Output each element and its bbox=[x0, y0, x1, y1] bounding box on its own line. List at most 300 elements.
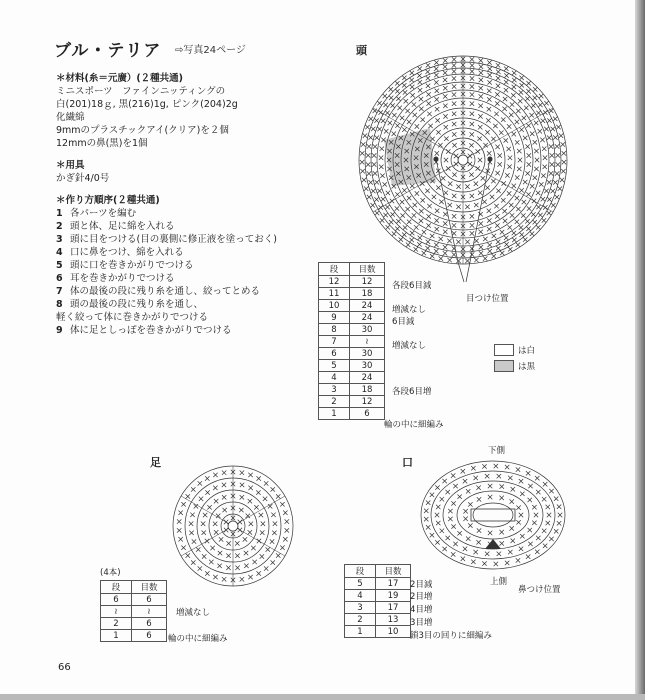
stitch-mark bbox=[432, 195, 436, 199]
stitch-mark bbox=[558, 186, 562, 190]
step-text: 口に鼻をつけ、綿を入れる bbox=[70, 247, 184, 258]
pattern-title: ブル・テリア bbox=[54, 41, 162, 61]
stitch-mark bbox=[479, 94, 483, 98]
legend-black-swatch bbox=[494, 360, 514, 372]
stitch-mark bbox=[504, 67, 508, 71]
table-row bbox=[319, 324, 385, 336]
row-number: 2 bbox=[345, 614, 376, 626]
table-row bbox=[345, 626, 411, 638]
stitch-mark bbox=[512, 132, 516, 136]
stitch-mark bbox=[271, 487, 275, 491]
stitch-mark bbox=[508, 550, 512, 554]
stitch-mark bbox=[248, 473, 252, 477]
stitch-mark bbox=[492, 254, 496, 258]
stitch-mark bbox=[283, 511, 287, 515]
stitch-mark bbox=[177, 528, 181, 532]
stitch-mark bbox=[226, 566, 230, 570]
stitch-mark bbox=[511, 487, 515, 491]
stitch-mark bbox=[222, 495, 226, 499]
stitch-mark bbox=[222, 577, 226, 581]
table-row bbox=[345, 614, 411, 626]
stitch-mark bbox=[418, 80, 422, 84]
stitch-mark bbox=[389, 220, 393, 224]
stitch-mark bbox=[405, 207, 409, 211]
stitch-mark bbox=[367, 171, 371, 175]
stitch-mark bbox=[434, 60, 438, 64]
stitch-mark bbox=[559, 133, 563, 137]
step-text: 体に足としっぽを巻きかがりでつける bbox=[70, 325, 232, 336]
stitch-mark bbox=[529, 113, 533, 117]
stitch-mark bbox=[360, 169, 364, 173]
stitch-mark bbox=[491, 137, 495, 141]
stitch-mark bbox=[445, 490, 449, 494]
stitch-mark bbox=[435, 227, 439, 231]
stitch-mark bbox=[474, 182, 478, 186]
stitch-mark bbox=[444, 191, 448, 195]
stitch-mark bbox=[420, 198, 424, 202]
stitch-mark bbox=[452, 57, 456, 61]
stitch-mark bbox=[487, 107, 491, 111]
stitch-mark bbox=[402, 188, 406, 192]
stitch-mark bbox=[414, 247, 418, 251]
stitch-mark bbox=[473, 550, 477, 554]
materials-line: 9mmのプラスチックアイ(クリア)を２個 bbox=[56, 125, 229, 136]
stitch-mark bbox=[422, 251, 426, 255]
stitch-mark bbox=[434, 67, 438, 71]
stitch-mark bbox=[426, 76, 430, 80]
stitch-mark bbox=[218, 551, 222, 555]
stitch-mark bbox=[260, 530, 264, 534]
row-number: 10 bbox=[319, 300, 350, 312]
stitch-count: 24 bbox=[350, 300, 385, 312]
stitch-mark bbox=[536, 205, 540, 209]
stitch-mark bbox=[536, 225, 540, 229]
table-row bbox=[101, 618, 167, 630]
col-header-row: 段 bbox=[345, 565, 376, 578]
stitch-mark bbox=[512, 238, 516, 242]
stitch-mark bbox=[498, 162, 502, 166]
stitch-mark bbox=[251, 546, 255, 550]
stitch-mark bbox=[488, 495, 492, 499]
stitch-mark bbox=[535, 158, 539, 162]
stitch-mark bbox=[396, 96, 400, 100]
step-text: 頭と体、足に綿を入れる bbox=[70, 221, 175, 232]
stitch-mark bbox=[471, 560, 475, 564]
stitch-mark bbox=[470, 102, 474, 106]
stitch-mark bbox=[201, 522, 205, 526]
stitch-mark bbox=[385, 205, 389, 209]
stitch-mark bbox=[549, 537, 553, 541]
table-row bbox=[345, 590, 411, 602]
col-header-row: 段 bbox=[101, 581, 132, 594]
stitch-mark bbox=[252, 560, 256, 564]
stitch-mark bbox=[198, 481, 202, 485]
stitch-mark bbox=[501, 198, 505, 202]
stitch-mark bbox=[542, 218, 546, 222]
stitch-mark bbox=[530, 232, 534, 236]
stitch-mark bbox=[488, 249, 492, 253]
stitch-mark bbox=[425, 246, 429, 250]
mouth-row-table bbox=[344, 564, 411, 638]
table-row bbox=[319, 408, 385, 420]
stitch-mark bbox=[415, 191, 419, 195]
stitch-mark bbox=[463, 479, 467, 483]
stitch-mark bbox=[488, 531, 492, 535]
stitch-mark bbox=[368, 135, 372, 139]
stitch-mark bbox=[452, 84, 456, 88]
stitch-mark bbox=[435, 540, 439, 544]
stitch-mark bbox=[546, 505, 550, 509]
stitch-mark bbox=[400, 200, 404, 204]
stitch-mark bbox=[495, 92, 499, 96]
stitch-mark bbox=[435, 218, 439, 222]
col-header-count: 目数 bbox=[376, 565, 411, 578]
stitch-mark bbox=[392, 132, 396, 136]
stitch-mark bbox=[517, 149, 521, 153]
stitch-mark bbox=[213, 473, 217, 477]
stitch-mark bbox=[516, 505, 520, 509]
eye-position-label: 目つけ位置 bbox=[466, 294, 509, 304]
stitch-mark bbox=[273, 522, 277, 526]
stitch-mark bbox=[417, 242, 421, 246]
stitch-mark bbox=[425, 189, 429, 193]
stitch-mark bbox=[452, 252, 456, 256]
stitch-mark bbox=[424, 509, 428, 513]
row-number: 9 bbox=[319, 312, 350, 324]
stitch-mark bbox=[395, 227, 399, 231]
stitch-mark bbox=[479, 251, 483, 255]
stitch-mark bbox=[405, 109, 409, 113]
stitch-mark bbox=[479, 58, 483, 62]
eye-leader-line bbox=[466, 159, 490, 282]
stitch-mark bbox=[519, 76, 523, 80]
head-note: 増減なし bbox=[392, 305, 427, 315]
stitch-mark bbox=[410, 71, 414, 75]
stitch-mark bbox=[520, 83, 524, 87]
head-note: 各段6目増 bbox=[392, 387, 432, 397]
stitch-mark bbox=[389, 96, 393, 100]
table-row bbox=[319, 300, 385, 312]
stitch-mark bbox=[181, 545, 185, 549]
stitch-mark bbox=[384, 129, 388, 133]
stitch-mark bbox=[395, 206, 399, 210]
stitch-mark bbox=[413, 113, 417, 117]
stitch-mark bbox=[479, 86, 483, 90]
row-number: 1 bbox=[101, 630, 132, 642]
stitch-mark bbox=[372, 162, 376, 166]
stitch-mark bbox=[453, 484, 457, 488]
stitch-mark bbox=[516, 558, 520, 562]
stitch-mark bbox=[426, 525, 430, 529]
stitch-count: 30 bbox=[350, 348, 385, 360]
stitch-mark bbox=[504, 80, 508, 84]
head-row-table bbox=[318, 262, 385, 420]
stitch-mark bbox=[210, 546, 214, 550]
stitch-mark bbox=[452, 214, 456, 218]
stitch-mark bbox=[203, 513, 207, 517]
materials-heading: ＊材料(糸＝元廣）(２種共通) bbox=[56, 73, 184, 84]
stitch-mark bbox=[373, 171, 377, 175]
stitch-mark bbox=[435, 209, 439, 213]
stitch-mark bbox=[494, 464, 498, 468]
stitch-mark bbox=[512, 78, 516, 82]
stitch-mark bbox=[443, 221, 447, 225]
head-note: 各段6目減 bbox=[392, 281, 432, 291]
row-number: 3 bbox=[319, 384, 350, 396]
stitch-mark bbox=[562, 151, 566, 155]
stitch-mark bbox=[532, 521, 536, 525]
stitch-mark bbox=[494, 112, 498, 116]
stitch-mark bbox=[517, 167, 521, 171]
stitch-mark bbox=[527, 162, 531, 166]
stitch-count: 12 bbox=[350, 396, 385, 408]
stitch-mark bbox=[541, 174, 545, 178]
stitch-mark bbox=[452, 173, 456, 177]
stitch-mark bbox=[541, 197, 545, 201]
stitch-mark bbox=[474, 258, 478, 262]
stitch-mark bbox=[410, 85, 414, 89]
stitch-mark bbox=[196, 547, 200, 551]
row-number: 2 bbox=[101, 618, 132, 630]
stitch-mark bbox=[503, 219, 507, 223]
stitch-mark bbox=[217, 564, 221, 568]
stitch-mark bbox=[410, 93, 414, 97]
stitch-mark bbox=[443, 230, 447, 234]
step-number: 2 bbox=[56, 221, 63, 232]
stitch-mark bbox=[507, 164, 511, 168]
stitch-mark bbox=[280, 545, 284, 549]
legend-black-label: は黒 bbox=[518, 362, 536, 372]
stitch-mark bbox=[522, 116, 526, 120]
stitch-mark bbox=[276, 494, 280, 498]
col-header-count: 目数 bbox=[132, 581, 167, 594]
stitch-mark bbox=[523, 237, 527, 241]
stitch-mark bbox=[366, 162, 370, 166]
stitch-mark bbox=[428, 124, 432, 128]
stitch-mark bbox=[556, 162, 560, 166]
stitch-mark bbox=[492, 234, 496, 238]
stitch-mark bbox=[426, 223, 430, 227]
stitch-mark bbox=[222, 471, 226, 475]
stitch-mark bbox=[547, 180, 551, 184]
stitch-mark bbox=[495, 145, 499, 149]
stitch-mark bbox=[536, 191, 540, 195]
foot-label: 足 bbox=[150, 456, 161, 469]
tools-heading: ＊用具 bbox=[56, 160, 85, 171]
stitch-mark bbox=[485, 474, 489, 478]
stitch-mark bbox=[374, 197, 378, 201]
stitch-mark bbox=[266, 547, 270, 551]
stitch-mark bbox=[561, 142, 565, 146]
stitch-mark bbox=[525, 96, 529, 100]
stitch-mark bbox=[511, 93, 515, 97]
stitch-mark bbox=[380, 174, 384, 178]
stitch-mark bbox=[404, 99, 408, 103]
stitch-mark bbox=[487, 209, 491, 213]
stitch-mark bbox=[474, 203, 478, 207]
stitch-mark bbox=[518, 158, 522, 162]
stitch-mark bbox=[479, 78, 483, 82]
stitch-mark bbox=[556, 153, 560, 157]
stitch-mark bbox=[476, 485, 480, 489]
stitch-mark bbox=[499, 131, 503, 135]
stitch-mark bbox=[532, 505, 536, 509]
stitch-mark bbox=[521, 213, 525, 217]
stitch-mark bbox=[469, 143, 473, 147]
stitch-mark bbox=[526, 555, 530, 559]
stitch-mark bbox=[536, 536, 540, 540]
stitch-mark bbox=[487, 89, 491, 93]
materials-line: ミニスポーツ ファインニッティングの bbox=[56, 86, 226, 97]
stitch-mark bbox=[526, 123, 530, 127]
stitch-mark bbox=[485, 130, 489, 134]
stitch-mark bbox=[181, 502, 185, 506]
stitch-mark bbox=[235, 566, 239, 570]
stitch-mark bbox=[468, 502, 472, 506]
table-row bbox=[345, 602, 411, 614]
stitch-mark bbox=[418, 236, 422, 240]
stitch-mark bbox=[435, 151, 439, 155]
stitch-mark bbox=[192, 539, 196, 543]
stitch-mark bbox=[199, 497, 203, 501]
stitch-mark bbox=[426, 84, 430, 88]
stitch-mark bbox=[510, 102, 514, 106]
foot-note: 輪の中に細編み bbox=[168, 634, 228, 644]
stitch-mark bbox=[557, 521, 561, 525]
stitch-mark bbox=[494, 204, 498, 208]
stitch-mark bbox=[508, 156, 512, 160]
foot-note: 増減なし bbox=[176, 608, 211, 618]
stitch-mark bbox=[477, 497, 481, 501]
stitch-mark bbox=[519, 513, 523, 517]
stitch-mark bbox=[441, 176, 445, 180]
stitch-mark bbox=[452, 143, 456, 147]
stitch-mark bbox=[451, 552, 455, 556]
stitch-mark bbox=[516, 243, 520, 247]
stitch-mark bbox=[512, 85, 516, 89]
stitch-mark bbox=[507, 191, 511, 195]
stitch-mark bbox=[222, 483, 226, 487]
stitch-mark bbox=[399, 237, 403, 241]
mouth-stitch-diagram bbox=[421, 461, 565, 569]
stitch-mark bbox=[495, 101, 499, 105]
table-row bbox=[319, 312, 385, 324]
foot-stitch-diagram bbox=[173, 466, 293, 586]
stitch-mark bbox=[502, 209, 506, 213]
stitch-mark bbox=[379, 165, 383, 169]
row-number: 5 bbox=[319, 360, 350, 372]
stitch-mark bbox=[553, 180, 557, 184]
stitch-mark bbox=[501, 117, 505, 121]
step-number: 1 bbox=[56, 208, 63, 219]
stitch-mark bbox=[478, 114, 482, 118]
step-number: 6 bbox=[56, 273, 63, 284]
stitch-mark bbox=[248, 486, 252, 490]
stitch-mark bbox=[438, 237, 442, 241]
stitch-mark bbox=[477, 136, 481, 140]
tools-line: かぎ針4/0号 bbox=[56, 173, 110, 184]
stitch-mark bbox=[473, 476, 477, 480]
stitch-mark bbox=[178, 537, 182, 541]
stitch-mark bbox=[478, 158, 482, 162]
stitch-mark bbox=[515, 175, 519, 179]
stitch-mark bbox=[485, 185, 489, 189]
step-text: 頭の最後の段に残り糸を通し、 bbox=[70, 299, 204, 310]
stitch-mark bbox=[542, 497, 546, 501]
stitch-count: 6 bbox=[350, 408, 385, 420]
stitch-mark bbox=[482, 200, 486, 204]
step-text: 体の最後の段に残り糸を通し、絞ってとめる bbox=[70, 286, 261, 297]
stitch-mark bbox=[430, 254, 434, 258]
stitch-mark bbox=[465, 205, 469, 209]
stitch-mark bbox=[214, 530, 218, 534]
stitch-mark bbox=[452, 69, 456, 73]
stitch-mark bbox=[544, 101, 548, 105]
stitch-mark bbox=[496, 76, 500, 80]
stitch-mark bbox=[383, 94, 387, 98]
stitch-mark bbox=[213, 522, 217, 526]
stitch-mark bbox=[465, 259, 469, 263]
stitch-mark bbox=[470, 112, 474, 116]
stitch-mark bbox=[452, 132, 456, 136]
table-row bbox=[319, 276, 385, 288]
photo-reference: ⇨写真24ページ bbox=[175, 45, 246, 56]
stitch-mark bbox=[213, 575, 217, 579]
stitch-mark bbox=[497, 552, 501, 556]
increase-guide bbox=[463, 108, 553, 160]
stitch-mark bbox=[388, 121, 392, 125]
step-number: 7 bbox=[56, 286, 63, 297]
stitch-mark bbox=[487, 73, 491, 77]
center-chain bbox=[471, 509, 515, 521]
stitch-count: 17 bbox=[376, 602, 411, 614]
stitch-mark bbox=[558, 513, 562, 517]
stitch-mark bbox=[367, 195, 371, 199]
stitch-mark bbox=[198, 566, 202, 570]
stitch-mark bbox=[528, 542, 532, 546]
stitch-mark bbox=[256, 490, 260, 494]
stitch-mark bbox=[419, 107, 423, 111]
stitch-mark bbox=[451, 524, 455, 528]
stitch-mark bbox=[496, 63, 500, 67]
stitch-mark bbox=[257, 476, 261, 480]
stitch-mark bbox=[430, 493, 434, 497]
steps-heading: ＊作り方順序(２種共通) bbox=[56, 195, 160, 206]
stitch-mark bbox=[424, 517, 428, 521]
stitch-mark bbox=[496, 189, 500, 193]
stitch-mark bbox=[526, 81, 530, 85]
stitch-mark bbox=[402, 232, 406, 236]
increase-guide bbox=[233, 526, 285, 556]
stitch-mark bbox=[503, 97, 507, 101]
stitch-mark bbox=[260, 554, 264, 558]
stitch-mark bbox=[509, 113, 513, 117]
stitch-mark bbox=[520, 232, 524, 236]
stitch-mark bbox=[272, 531, 276, 535]
stitch-mark bbox=[498, 153, 502, 157]
stitch-mark bbox=[443, 78, 447, 82]
stitch-mark bbox=[189, 531, 193, 535]
stitch-mark bbox=[239, 508, 243, 512]
stitch-mark bbox=[508, 476, 512, 480]
stitch-mark bbox=[443, 94, 447, 98]
stitch-count: 24 bbox=[350, 372, 385, 384]
stitch-mark bbox=[436, 505, 440, 509]
stitch-mark bbox=[448, 203, 452, 207]
stitch-mark bbox=[470, 76, 474, 80]
stitch-mark bbox=[427, 214, 431, 218]
stitch-mark bbox=[403, 225, 407, 229]
